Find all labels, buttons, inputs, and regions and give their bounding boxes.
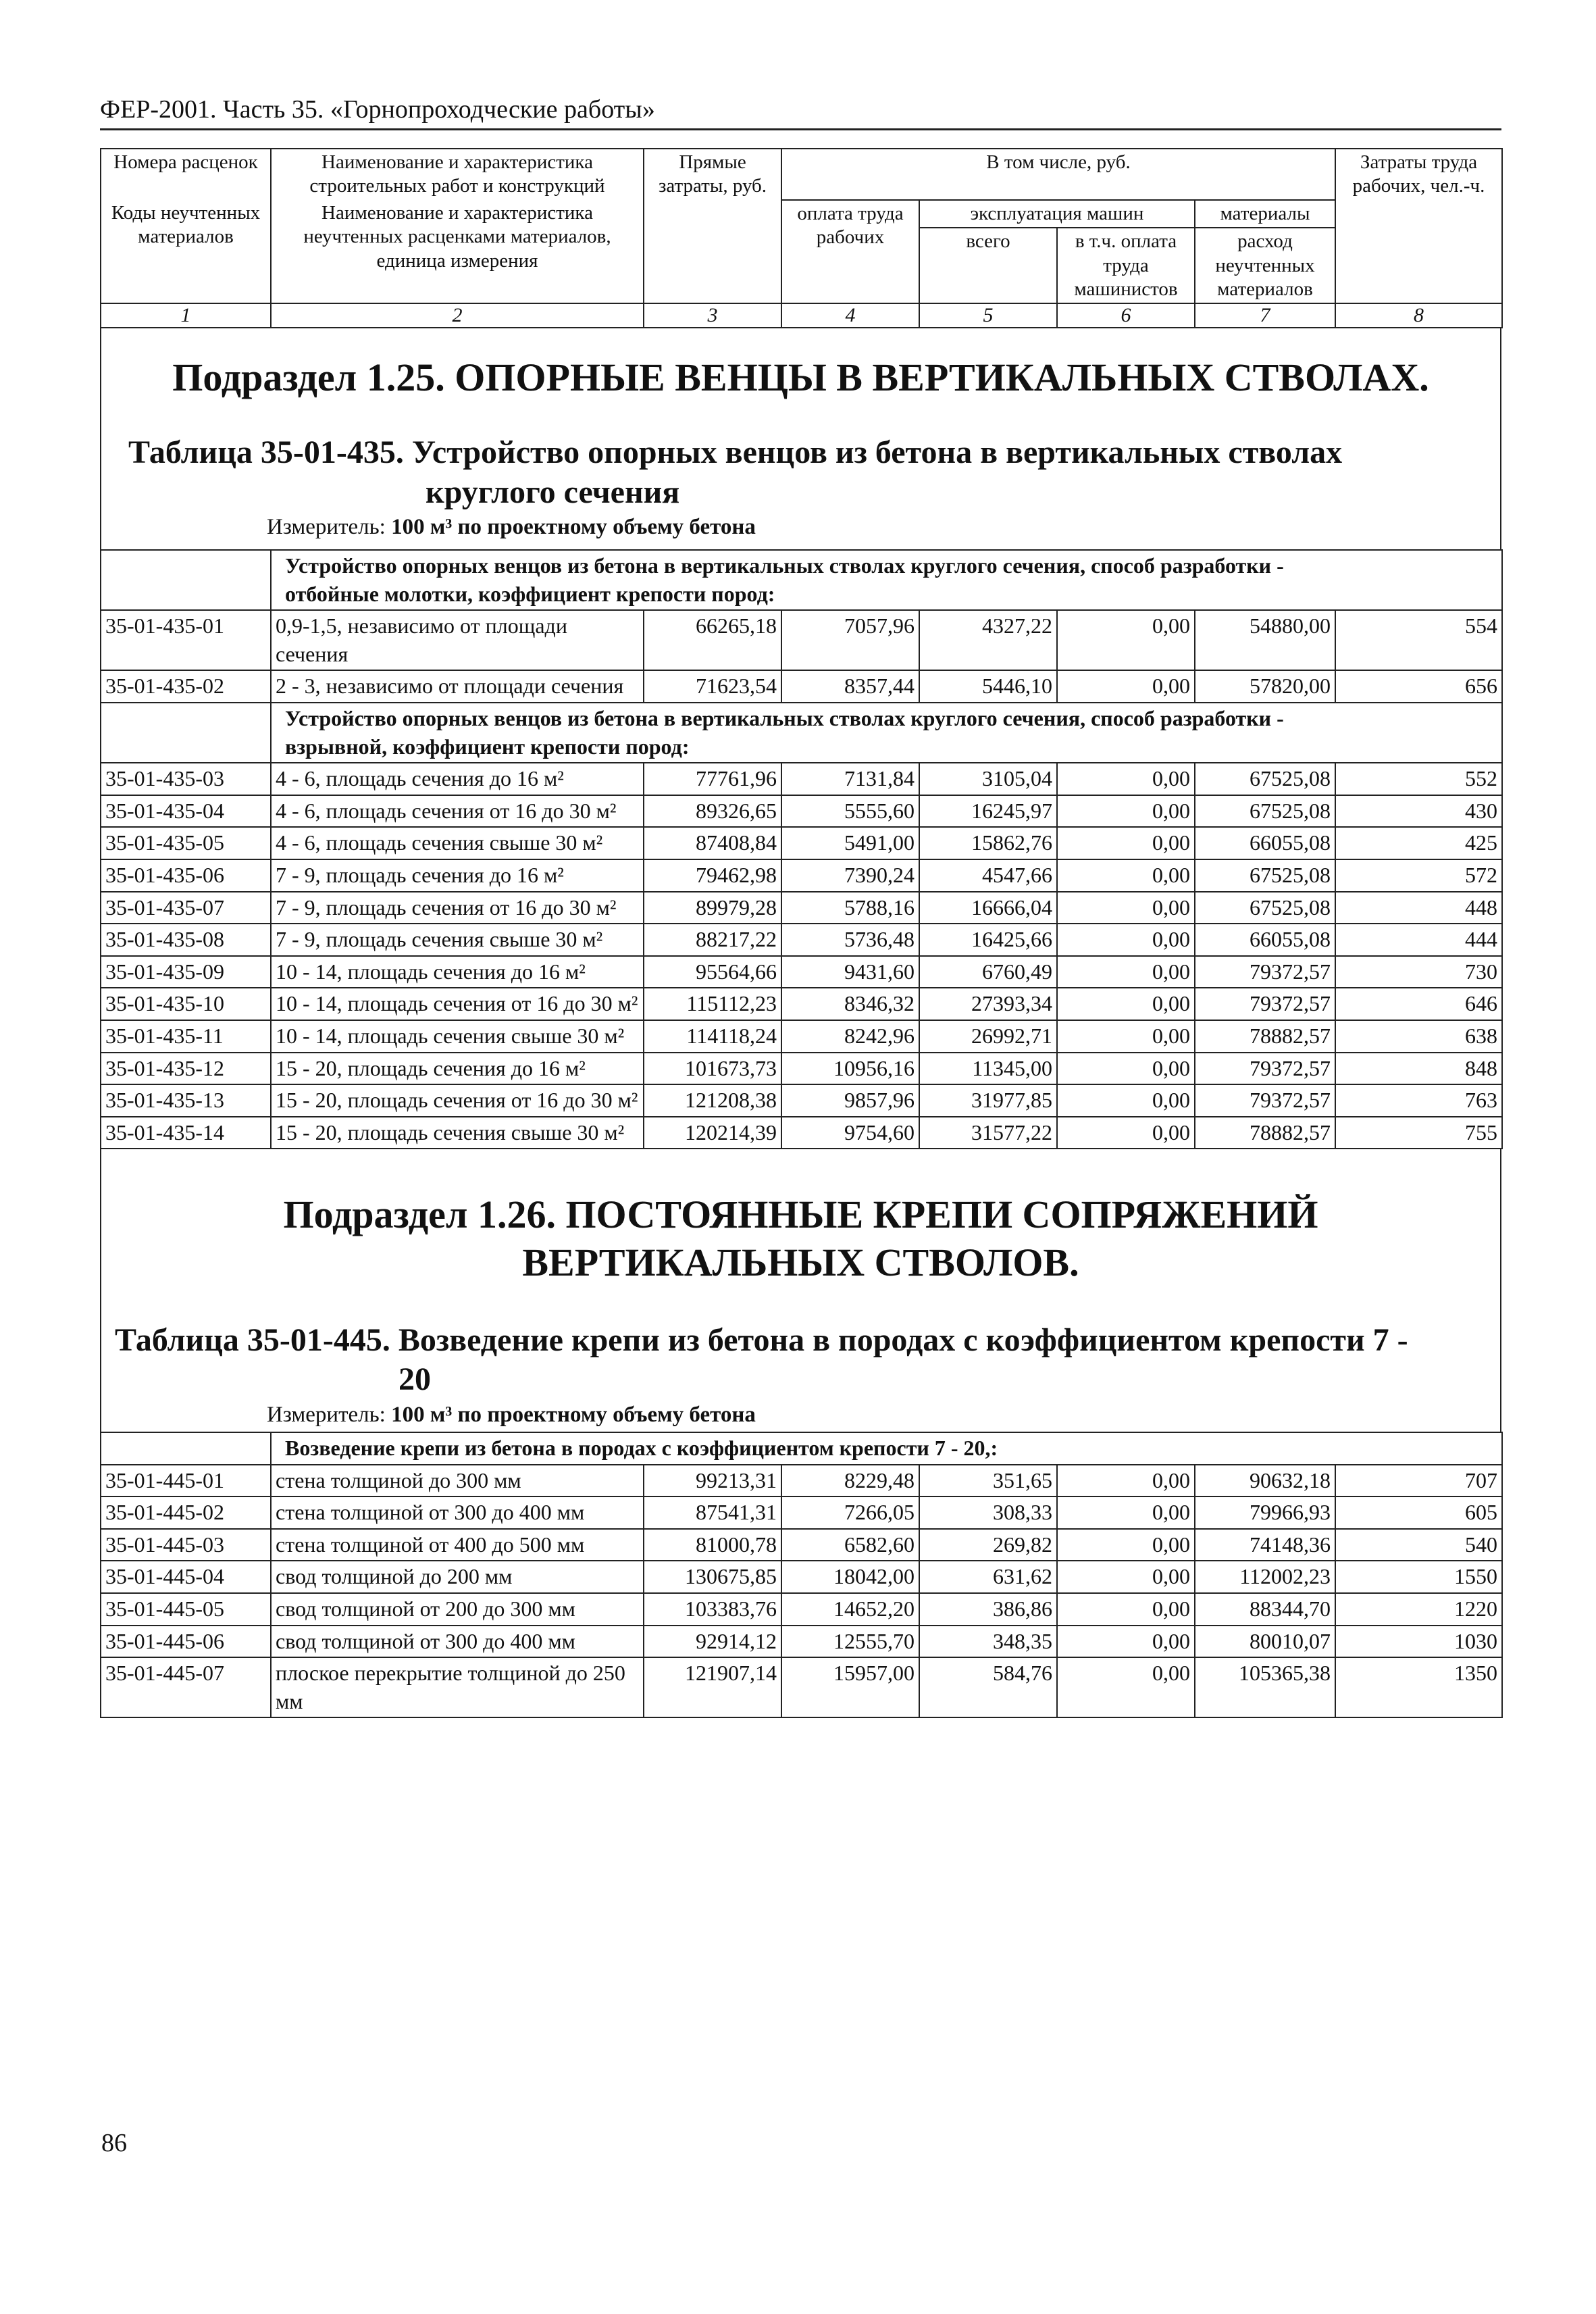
rate-description: 15 - 20, площадь сечения до 16 м² bbox=[271, 1053, 644, 1085]
rate-value-c5: 31977,85 bbox=[919, 1084, 1057, 1117]
table-row bbox=[101, 956, 1502, 988]
subsection-title-line-2: ВЕРТИКАЛЬНЫХ СТВОЛОВ. bbox=[522, 1240, 1079, 1285]
col-number: 4 bbox=[781, 303, 919, 328]
rate-value-c6: 0,00 bbox=[1057, 670, 1195, 703]
table-row bbox=[101, 1053, 1502, 1085]
rate-value-c7: 67525,08 bbox=[1195, 892, 1335, 924]
rate-value-c8: 444 bbox=[1335, 924, 1502, 956]
col-header-material-codes: Коды неучтенных материалов bbox=[101, 200, 271, 304]
rate-value-c8: 755 bbox=[1335, 1117, 1502, 1149]
table-row bbox=[101, 1496, 1502, 1529]
rate-value-c7: 80010,07 bbox=[1195, 1626, 1335, 1658]
rate-value-c4: 7131,84 bbox=[781, 763, 919, 795]
rate-code: 35-01-435-01 bbox=[101, 610, 271, 670]
rate-description: 10 - 14, площадь сечения свыше 30 м² bbox=[271, 1020, 644, 1053]
table-title-35-01-445 bbox=[101, 1321, 1500, 1400]
rate-value-c6: 0,00 bbox=[1057, 892, 1195, 924]
section-1-heading-block bbox=[100, 328, 1501, 549]
table-35-01-445 bbox=[100, 1432, 1503, 1718]
table-row bbox=[101, 892, 1502, 924]
table-row bbox=[101, 924, 1502, 956]
rate-value-c7: 90632,18 bbox=[1195, 1465, 1335, 1497]
rate-value-c7: 54880,00 bbox=[1195, 610, 1335, 670]
rate-value-c4: 9857,96 bbox=[781, 1084, 919, 1117]
rate-value-c8: 707 bbox=[1335, 1465, 1502, 1497]
rate-value-c8: 605 bbox=[1335, 1496, 1502, 1529]
rate-description: 10 - 14, площадь сечения от 16 до 30 м² bbox=[271, 988, 644, 1020]
rate-value-c5: 27393,34 bbox=[919, 988, 1057, 1020]
group-header-line: Устройство опорных венцов из бетона в вертикальных стволах круглого сечения, способ разработки - bbox=[285, 553, 1284, 578]
rate-value-c6: 0,00 bbox=[1057, 610, 1195, 670]
rate-value-c4: 7266,05 bbox=[781, 1496, 919, 1529]
group-header-row bbox=[101, 550, 1502, 610]
rate-value-c8: 554 bbox=[1335, 610, 1502, 670]
rate-value-c8: 552 bbox=[1335, 763, 1502, 795]
rate-value-c8: 1350 bbox=[1335, 1657, 1502, 1717]
table-title-line-2: круглого сечения bbox=[426, 474, 680, 510]
rate-description: стена толщиной до 300 мм bbox=[271, 1465, 644, 1497]
rate-code: 35-01-435-14 bbox=[101, 1117, 271, 1149]
table-title-line-1: Таблица 35-01-445. Возведение крепи из бетона в породах с коэффициентом крепости 7 - bbox=[115, 1322, 1408, 1358]
rate-value-c8: 646 bbox=[1335, 988, 1502, 1020]
col-number: 3 bbox=[644, 303, 781, 328]
rate-value-c8: 848 bbox=[1335, 1053, 1502, 1085]
rate-value-c6: 0,00 bbox=[1057, 1465, 1195, 1497]
rate-value-c7: 67525,08 bbox=[1195, 859, 1335, 892]
rate-value-c6: 0,00 bbox=[1057, 1561, 1195, 1593]
rate-value-c7: 67525,08 bbox=[1195, 763, 1335, 795]
rate-value-c5: 308,33 bbox=[919, 1496, 1057, 1529]
rate-value-c6: 0,00 bbox=[1057, 1529, 1195, 1561]
rate-code: 35-01-435-05 bbox=[101, 827, 271, 859]
table-row bbox=[101, 1561, 1502, 1593]
group-header-line: Возведение крепи из бетона в породах с коэффициентом крепости 7 - 20,: bbox=[285, 1435, 998, 1460]
rate-code: 35-01-445-03 bbox=[101, 1529, 271, 1561]
rate-description: 7 - 9, площадь сечения свыше 30 м² bbox=[271, 924, 644, 956]
group-header-spacer bbox=[101, 550, 271, 610]
group-header bbox=[271, 703, 1502, 763]
rate-value-c4: 14652,20 bbox=[781, 1593, 919, 1626]
table-row bbox=[101, 988, 1502, 1020]
rate-value-c3: 130675,85 bbox=[644, 1561, 781, 1593]
col-header-materials: материалы bbox=[1195, 200, 1335, 228]
rate-code: 35-01-435-04 bbox=[101, 795, 271, 828]
rate-value-c3: 66265,18 bbox=[644, 610, 781, 670]
rate-description: свод толщиной от 200 до 300 мм bbox=[271, 1593, 644, 1626]
rate-value-c3: 79462,98 bbox=[644, 859, 781, 892]
rate-value-c4: 8346,32 bbox=[781, 988, 919, 1020]
rate-value-c7: 67525,08 bbox=[1195, 795, 1335, 828]
rate-value-c5: 4547,66 bbox=[919, 859, 1057, 892]
rate-description: свод толщиной от 300 до 400 мм bbox=[271, 1626, 644, 1658]
rate-description: стена толщиной от 300 до 400 мм bbox=[271, 1496, 644, 1529]
rate-description: 2 - 3, независимо от площади сечения bbox=[271, 670, 644, 703]
rate-value-c7: 78882,57 bbox=[1195, 1020, 1335, 1053]
rate-description: 0,9-1,5, независимо от площади сечения bbox=[271, 610, 644, 670]
rate-value-c5: 6760,49 bbox=[919, 956, 1057, 988]
col-number: 7 bbox=[1195, 303, 1335, 328]
rate-value-c4: 15957,00 bbox=[781, 1657, 919, 1717]
group-header bbox=[271, 1432, 1502, 1465]
rate-code: 35-01-445-06 bbox=[101, 1626, 271, 1658]
col-number: 6 bbox=[1057, 303, 1195, 328]
rate-value-c8: 730 bbox=[1335, 956, 1502, 988]
rate-code: 35-01-445-04 bbox=[101, 1561, 271, 1593]
col-header-worker-pay: оплата труда рабочих bbox=[781, 200, 919, 304]
rate-value-c3: 101673,73 bbox=[644, 1053, 781, 1085]
meter-prefix: Измеритель: bbox=[267, 515, 392, 540]
table-row bbox=[101, 1626, 1502, 1658]
table-row bbox=[101, 859, 1502, 892]
rate-value-c5: 16245,97 bbox=[919, 795, 1057, 828]
rate-description: стена толщиной от 400 до 500 мм bbox=[271, 1529, 644, 1561]
rate-code: 35-01-445-07 bbox=[101, 1657, 271, 1717]
rate-value-c6: 0,00 bbox=[1057, 956, 1195, 988]
table-row bbox=[101, 1593, 1502, 1626]
rate-value-c7: 78882,57 bbox=[1195, 1117, 1335, 1149]
rate-value-c5: 15862,76 bbox=[919, 827, 1057, 859]
table-row bbox=[101, 1465, 1502, 1497]
rate-value-c3: 99213,31 bbox=[644, 1465, 781, 1497]
table-row bbox=[101, 1657, 1502, 1717]
rate-code: 35-01-435-06 bbox=[101, 859, 271, 892]
rate-description: 4 - 6, площадь сечения до 16 м² bbox=[271, 763, 644, 795]
rate-value-c7: 66055,08 bbox=[1195, 827, 1335, 859]
rate-value-c3: 120214,39 bbox=[644, 1117, 781, 1149]
rate-value-c6: 0,00 bbox=[1057, 795, 1195, 828]
table-title-line-1: Таблица 35-01-435. Устройство опорных венцов из бетона в вертикальных стволах bbox=[128, 434, 1343, 470]
rate-value-c7: 79372,57 bbox=[1195, 956, 1335, 988]
rate-value-c3: 92914,12 bbox=[644, 1626, 781, 1658]
group-header bbox=[271, 550, 1502, 610]
rate-value-c4: 10956,16 bbox=[781, 1053, 919, 1085]
col-header-machinist-pay: в т.ч. оплата труда машинистов bbox=[1057, 228, 1195, 303]
group-header-row bbox=[101, 703, 1502, 763]
meter-line bbox=[101, 1403, 1500, 1428]
col-number: 5 bbox=[919, 303, 1057, 328]
rate-value-c3: 77761,96 bbox=[644, 763, 781, 795]
section-2-heading-block bbox=[100, 1149, 1501, 1432]
rate-value-c3: 115112,23 bbox=[644, 988, 781, 1020]
rate-value-c5: 11345,00 bbox=[919, 1053, 1057, 1085]
rate-value-c3: 95564,66 bbox=[644, 956, 781, 988]
rate-value-c3: 121208,38 bbox=[644, 1084, 781, 1117]
col-number: 1 bbox=[101, 303, 271, 328]
rate-description: 7 - 9, площадь сечения до 16 м² bbox=[271, 859, 644, 892]
rate-value-c4: 5555,60 bbox=[781, 795, 919, 828]
group-header-spacer bbox=[101, 1432, 271, 1465]
subsection-title-line-1: Подраздел 1.26. ПОСТОЯННЫЕ КРЕПИ СОПРЯЖЕНИЙ bbox=[283, 1192, 1318, 1237]
rate-value-c4: 9754,60 bbox=[781, 1117, 919, 1149]
rate-value-c6: 0,00 bbox=[1057, 1593, 1195, 1626]
rate-value-c5: 269,82 bbox=[919, 1529, 1057, 1561]
rate-value-c8: 1030 bbox=[1335, 1626, 1502, 1658]
rate-code: 35-01-435-12 bbox=[101, 1053, 271, 1085]
rate-value-c6: 0,00 bbox=[1057, 1053, 1195, 1085]
group-header-line: взрывной, коэффициент крепости пород: bbox=[285, 734, 690, 759]
col-header-material-name: Наименование и характеристика неучтенных расценками материалов, единица измерения bbox=[271, 200, 644, 304]
rate-value-c7: 74148,36 bbox=[1195, 1529, 1335, 1561]
rate-value-c3: 114118,24 bbox=[644, 1020, 781, 1053]
rate-value-c8: 1550 bbox=[1335, 1561, 1502, 1593]
rate-code: 35-01-435-11 bbox=[101, 1020, 271, 1053]
group-header-line: отбойные молотки, коэффициент крепости пород: bbox=[285, 581, 775, 606]
rate-value-c7: 57820,00 bbox=[1195, 670, 1335, 703]
rate-code: 35-01-435-07 bbox=[101, 892, 271, 924]
rate-value-c6: 0,00 bbox=[1057, 827, 1195, 859]
rate-value-c3: 103383,76 bbox=[644, 1593, 781, 1626]
table-row bbox=[101, 1117, 1502, 1149]
rate-value-c5: 26992,71 bbox=[919, 1020, 1057, 1053]
rate-code: 35-01-445-01 bbox=[101, 1465, 271, 1497]
rate-value-c5: 31577,22 bbox=[919, 1117, 1057, 1149]
rate-code: 35-01-435-10 bbox=[101, 988, 271, 1020]
rate-code: 35-01-435-09 bbox=[101, 956, 271, 988]
rate-value-c7: 66055,08 bbox=[1195, 924, 1335, 956]
rate-description: 15 - 20, площадь сечения от 16 до 30 м² bbox=[271, 1084, 644, 1117]
rate-value-c7: 112002,23 bbox=[1195, 1561, 1335, 1593]
rate-value-c3: 89326,65 bbox=[644, 795, 781, 828]
group-header-line: Устройство опорных венцов из бетона в вертикальных стволах круглого сечения, способ разработки - bbox=[285, 706, 1284, 731]
rate-code: 35-01-435-03 bbox=[101, 763, 271, 795]
rate-value-c8: 763 bbox=[1335, 1084, 1502, 1117]
rate-value-c4: 12555,70 bbox=[781, 1626, 919, 1658]
rate-value-c6: 0,00 bbox=[1057, 988, 1195, 1020]
meter-prefix: Измеритель: bbox=[267, 1402, 392, 1427]
rate-value-c5: 351,65 bbox=[919, 1465, 1057, 1497]
group-header-row bbox=[101, 1432, 1502, 1465]
rate-value-c8: 1220 bbox=[1335, 1593, 1502, 1626]
rate-value-c7: 88344,70 bbox=[1195, 1593, 1335, 1626]
column-header-table bbox=[100, 148, 1503, 328]
table-row bbox=[101, 795, 1502, 828]
table-title-line-2: 20 bbox=[398, 1361, 431, 1398]
rate-value-c7: 79372,57 bbox=[1195, 1084, 1335, 1117]
rate-value-c4: 9431,60 bbox=[781, 956, 919, 988]
rate-code: 35-01-445-02 bbox=[101, 1496, 271, 1529]
rate-value-c5: 348,35 bbox=[919, 1626, 1057, 1658]
rate-value-c5: 16425,66 bbox=[919, 924, 1057, 956]
rate-value-c3: 81000,78 bbox=[644, 1529, 781, 1561]
table-row bbox=[101, 1084, 1502, 1117]
col-header-labor: Затраты труда рабочих, чел.-ч. bbox=[1335, 149, 1502, 303]
rate-value-c4: 8242,96 bbox=[781, 1020, 919, 1053]
document-page bbox=[100, 95, 1501, 1718]
rate-value-c8: 656 bbox=[1335, 670, 1502, 703]
rate-value-c3: 87408,84 bbox=[644, 827, 781, 859]
table-title-35-01-435 bbox=[101, 433, 1500, 512]
rate-value-c6: 0,00 bbox=[1057, 859, 1195, 892]
rate-value-c4: 8357,44 bbox=[781, 670, 919, 703]
running-header: ФЕР-2001. Часть 35. «Горнопроходческие работы» bbox=[100, 95, 1501, 130]
col-number: 2 bbox=[271, 303, 644, 328]
rate-value-c8: 540 bbox=[1335, 1529, 1502, 1561]
table-row bbox=[101, 670, 1502, 703]
rate-value-c5: 584,76 bbox=[919, 1657, 1057, 1717]
rate-value-c4: 6582,60 bbox=[781, 1529, 919, 1561]
rate-value-c4: 18042,00 bbox=[781, 1561, 919, 1593]
page-number: 86 bbox=[101, 2129, 127, 2157]
col-header-rate-number: Номера расценок bbox=[101, 149, 271, 200]
rate-value-c4: 5491,00 bbox=[781, 827, 919, 859]
table-row bbox=[101, 1020, 1502, 1053]
rate-value-c6: 0,00 bbox=[1057, 1084, 1195, 1117]
meter-value: 100 м³ по проектному объему бетона bbox=[391, 1402, 756, 1427]
rate-value-c6: 0,00 bbox=[1057, 1117, 1195, 1149]
rate-description: свод толщиной до 200 мм bbox=[271, 1561, 644, 1593]
rate-value-c7: 79372,57 bbox=[1195, 1053, 1335, 1085]
rate-value-c8: 430 bbox=[1335, 795, 1502, 828]
table-row bbox=[101, 610, 1502, 670]
rate-value-c4: 8229,48 bbox=[781, 1465, 919, 1497]
rate-value-c6: 0,00 bbox=[1057, 1020, 1195, 1053]
rate-value-c5: 16666,04 bbox=[919, 892, 1057, 924]
rate-value-c5: 4327,22 bbox=[919, 610, 1057, 670]
col-header-work-name: Наименование и характеристика строительных работ и конструкций bbox=[271, 149, 644, 200]
rate-value-c6: 0,00 bbox=[1057, 1496, 1195, 1529]
rate-value-c8: 638 bbox=[1335, 1020, 1502, 1053]
rate-description: 4 - 6, площадь сечения от 16 до 30 м² bbox=[271, 795, 644, 828]
col-header-material-use: расход неучтенных материалов bbox=[1195, 228, 1335, 303]
subsection-title-1-26 bbox=[142, 1191, 1460, 1287]
rate-value-c8: 448 bbox=[1335, 892, 1502, 924]
rate-value-c3: 87541,31 bbox=[644, 1496, 781, 1529]
col-number: 8 bbox=[1335, 303, 1502, 328]
rate-description: 7 - 9, площадь сечения от 16 до 30 м² bbox=[271, 892, 644, 924]
rate-code: 35-01-435-08 bbox=[101, 924, 271, 956]
rate-code: 35-01-445-05 bbox=[101, 1593, 271, 1626]
rate-value-c4: 5788,16 bbox=[781, 892, 919, 924]
rate-value-c8: 425 bbox=[1335, 827, 1502, 859]
rate-value-c6: 0,00 bbox=[1057, 763, 1195, 795]
rate-value-c5: 631,62 bbox=[919, 1561, 1057, 1593]
rate-value-c3: 121907,14 bbox=[644, 1657, 781, 1717]
rate-value-c6: 0,00 bbox=[1057, 1657, 1195, 1717]
rate-value-c8: 572 bbox=[1335, 859, 1502, 892]
rate-value-c3: 89979,28 bbox=[644, 892, 781, 924]
rate-code: 35-01-435-13 bbox=[101, 1084, 271, 1117]
rate-value-c7: 79372,57 bbox=[1195, 988, 1335, 1020]
meter-value: 100 м³ по проектному объему бетона bbox=[391, 515, 756, 540]
rate-value-c4: 7057,96 bbox=[781, 610, 919, 670]
rate-value-c4: 5736,48 bbox=[781, 924, 919, 956]
table-row bbox=[101, 763, 1502, 795]
rate-description: 10 - 14, площадь сечения до 16 м² bbox=[271, 956, 644, 988]
rate-value-c5: 5446,10 bbox=[919, 670, 1057, 703]
col-header-direct-costs: Прямые затраты, руб. bbox=[644, 149, 781, 303]
rate-value-c5: 386,86 bbox=[919, 1593, 1057, 1626]
rate-value-c7: 79966,93 bbox=[1195, 1496, 1335, 1529]
rate-value-c7: 105365,38 bbox=[1195, 1657, 1335, 1717]
rate-description: 4 - 6, площадь сечения свыше 30 м² bbox=[271, 827, 644, 859]
subsection-title-1-25: Подраздел 1.25. ОПОРНЫЕ ВЕНЦЫ В ВЕРТИКАЛЬНЫХ СТВОЛАХ. bbox=[172, 355, 1429, 400]
rate-code: 35-01-435-02 bbox=[101, 670, 271, 703]
rate-description: плоское перекрытие толщиной до 250 мм bbox=[271, 1657, 644, 1717]
col-header-in-total: В том числе, руб. bbox=[781, 149, 1335, 200]
meter-line bbox=[101, 515, 1500, 540]
col-header-machines: эксплуатация машин bbox=[919, 200, 1195, 228]
table-35-01-435 bbox=[100, 549, 1503, 1149]
rate-description: 15 - 20, площадь сечения свыше 30 м² bbox=[271, 1117, 644, 1149]
group-header-spacer bbox=[101, 703, 271, 763]
col-header-machines-total: всего bbox=[919, 228, 1057, 303]
rate-value-c3: 88217,22 bbox=[644, 924, 781, 956]
rate-value-c4: 7390,24 bbox=[781, 859, 919, 892]
table-row bbox=[101, 1529, 1502, 1561]
rate-value-c3: 71623,54 bbox=[644, 670, 781, 703]
table-row bbox=[101, 827, 1502, 859]
rate-value-c5: 3105,04 bbox=[919, 763, 1057, 795]
rate-value-c6: 0,00 bbox=[1057, 1626, 1195, 1658]
rate-value-c6: 0,00 bbox=[1057, 924, 1195, 956]
